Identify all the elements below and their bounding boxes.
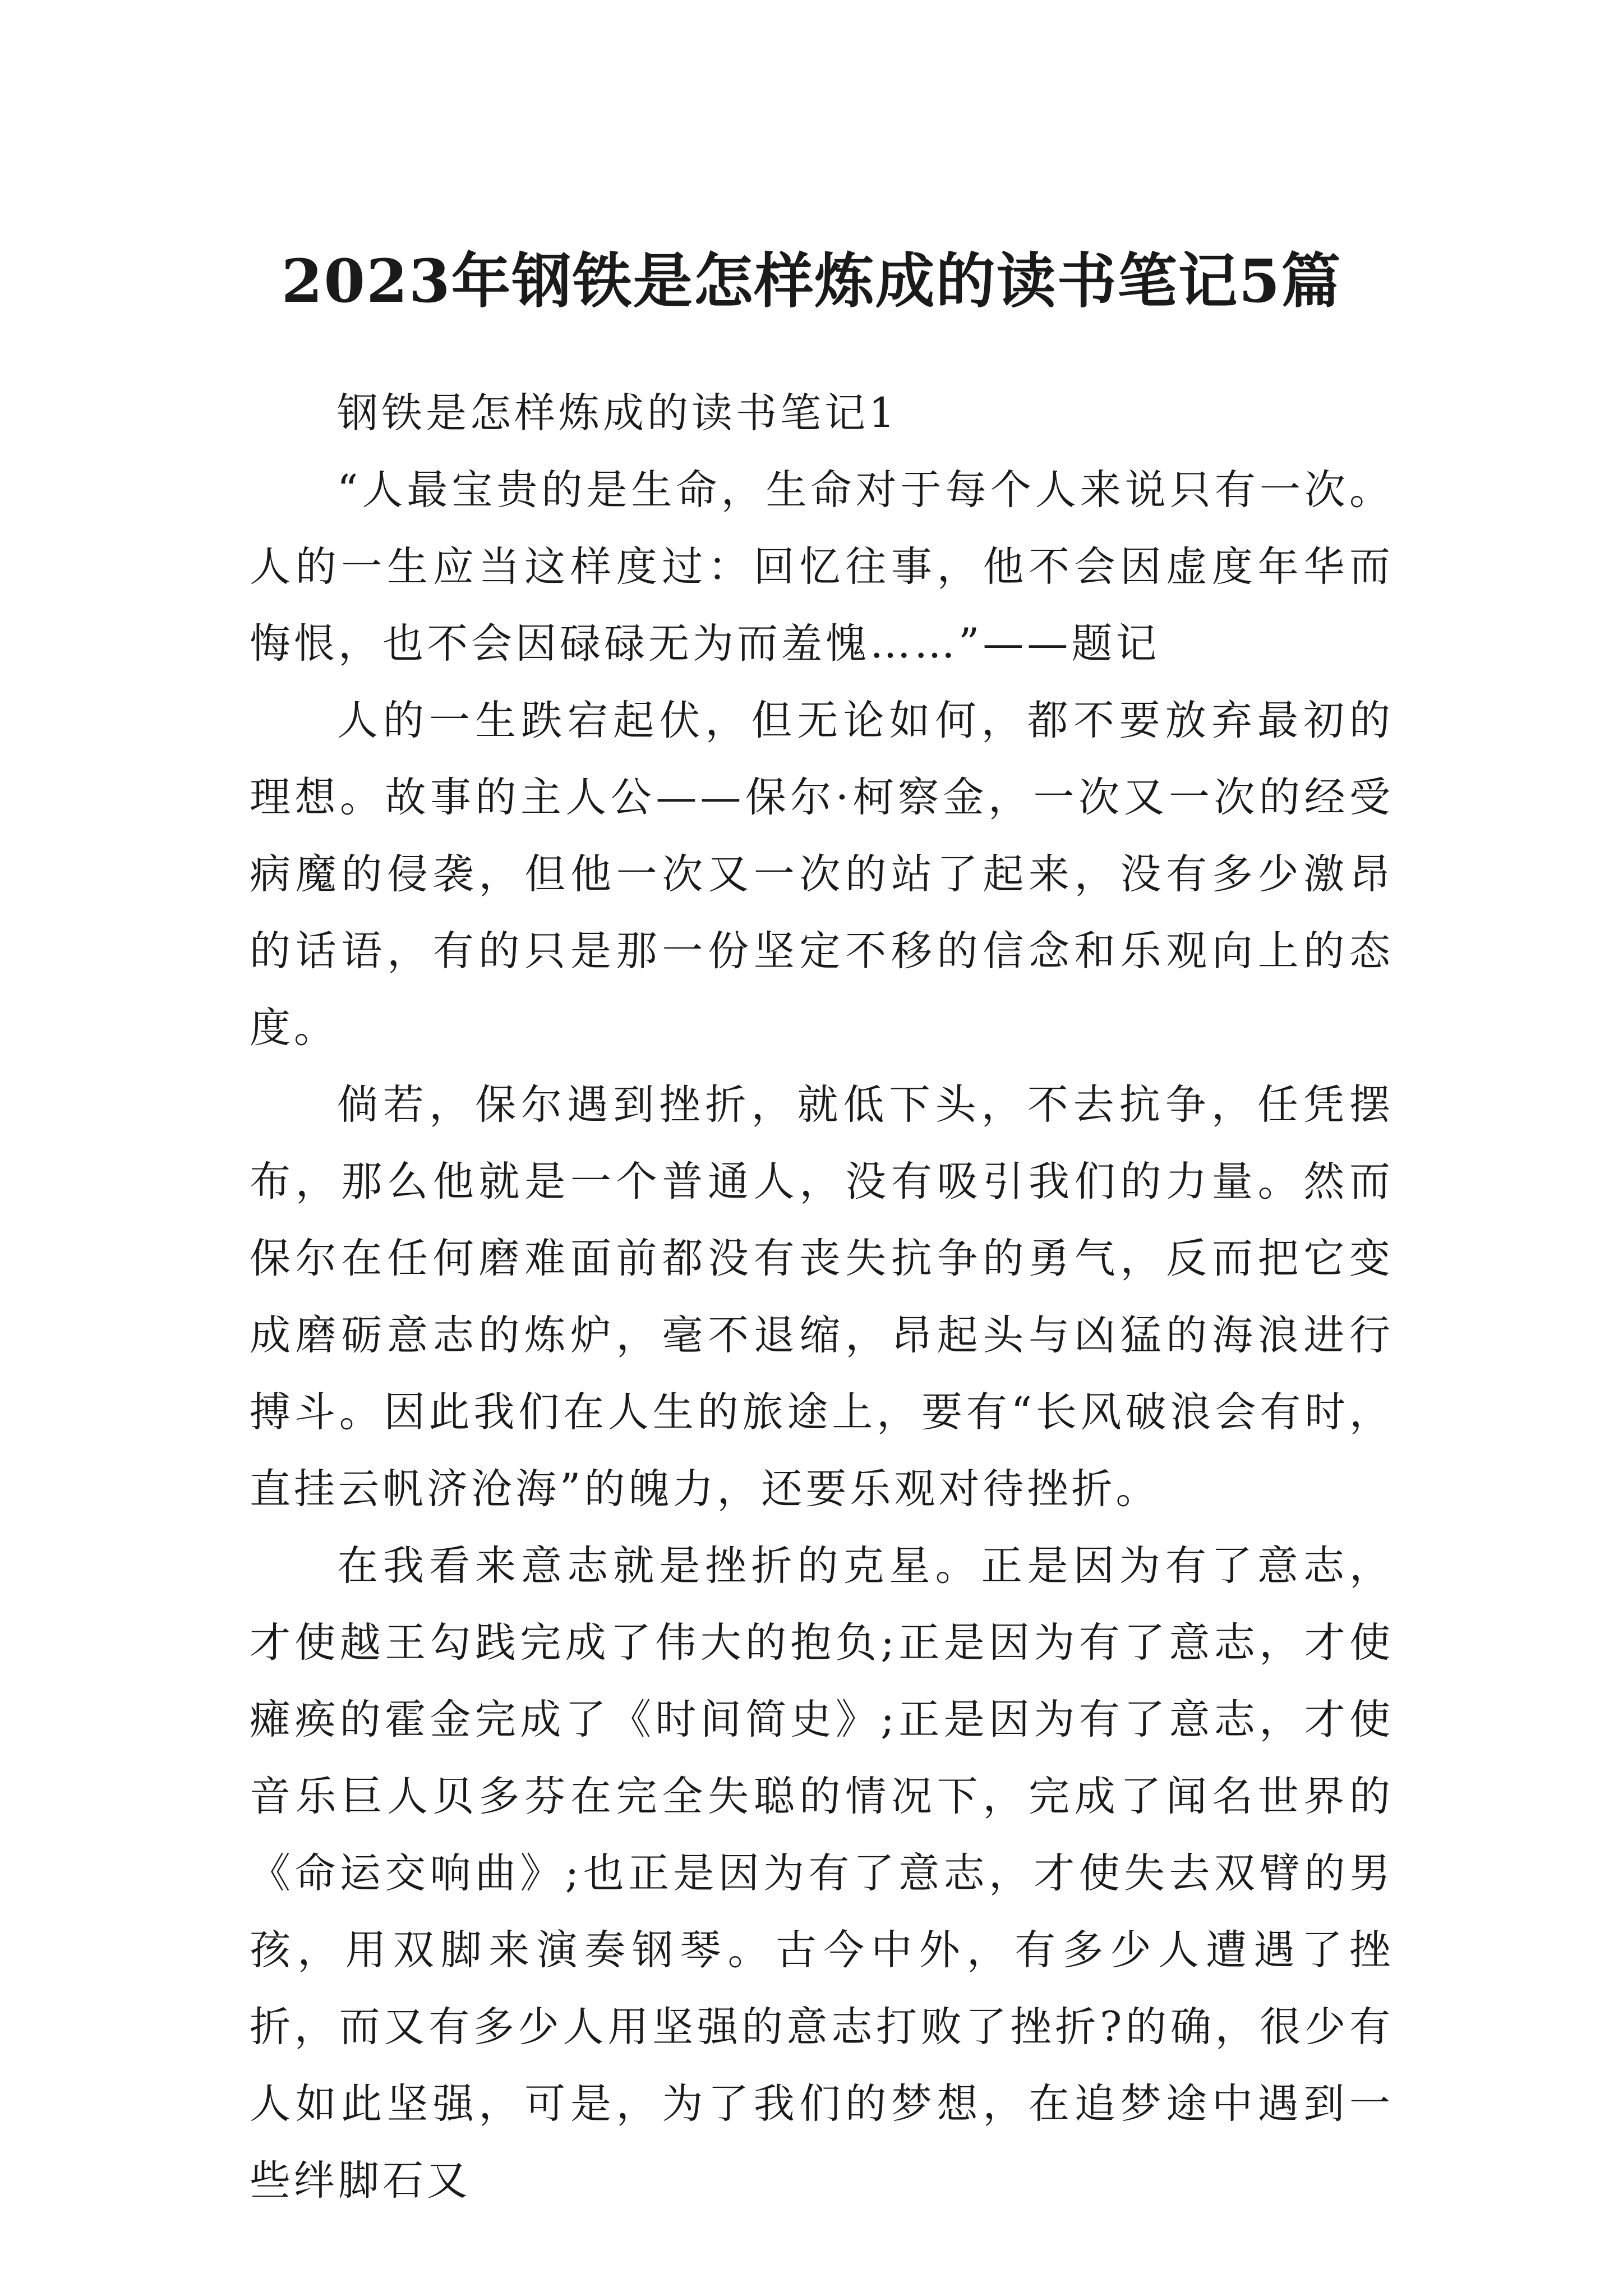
paragraph-epigraph: “人最宝贵的是生命，生命对于每个人来说只有一次。人的一生应当这样度过：回忆往事，他不会因虚度年华而悔恨，也不会因碌碌无为而羞愧……”——题记 [250, 466, 1394, 668]
document-body [250, 375, 1394, 2219]
paragraph-1: 人的一生跌宕起伏，但无论如何，都不要放弃最初的理想。故事的主人公——保尔·柯察金，一次又一次的经受病魔的侵袭，但他一次又一次的站了起来，没有多少激昂的话语，有的只是那一份坚定不移的信念和乐观向上的态度。 [250, 697, 1394, 1052]
document-title: 2023年钢铁是怎样炼成的读书笔记5篇 [281, 246, 1342, 316]
section-heading: 钢铁是怎样炼成的读书笔记1 [337, 389, 898, 437]
paragraph-3: 在我看来意志就是挫折的克星。正是因为有了意志，才使越王勾践完成了伟大的抱负;正是因为有了意志，才使瘫痪的霍金完成了《时间简史》;正是因为有了意志，才使音乐巨人贝多芬在完全失聪的情况下，完成了闻名世界的《命运交响曲》;也正是因为有了意志，才使失去双臂的男孩，用双脚来演奏钢琴。古今中外，有多少人遭遇了挫折，而又有多少人用坚强的意志打败了挫折?的确，很少有人如此坚强，可是，为了我们的梦想，在追梦途中遇到一些绊脚石又 [250, 1542, 1394, 2205]
paragraph-2: 倘若，保尔遇到挫折，就低下头，不去抗争，任凭摆布，那么他就是一个普通人，没有吸引我们的力量。然而保尔在任何磨难面前都没有丧失抗争的勇气，反而把它变成磨砺意志的炼炉，毫不退缩，昂起头与凶猛的海浪进行搏斗。因此我们在人生的旅途上，要有“长风破浪会有时，直挂云帆济沧海”的魄力，还要乐观对待挫折。 [250, 1081, 1394, 1513]
